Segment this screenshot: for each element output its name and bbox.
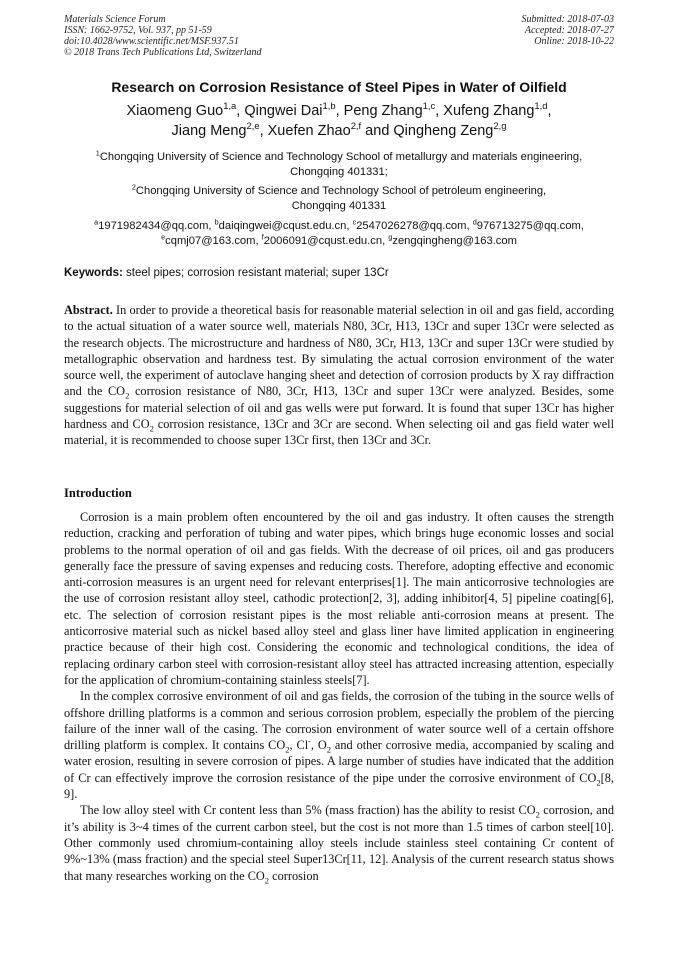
online-date: Online: 2018-10-22 xyxy=(534,36,614,47)
email-link[interactable]: cqmj07@163.com xyxy=(165,235,256,247)
doi-line[interactable]: doi:10.4028/www.scientific.net/MSF.937.51 xyxy=(64,36,239,47)
email-link[interactable]: 1971982434@qq.com xyxy=(98,220,209,232)
author: Jiang Meng$^{2,e}$ xyxy=(171,120,260,139)
journal-header-right xyxy=(522,14,615,47)
email-list: $^a$1971982434@qq.com, $^b$daiqingwei@cqust.edu.cn, $^c$2547026278@qq.com, $^d$976713275@qq.com, $^e$cqmj07@163.com, $^f$2006091@cqust.edu.cn, $^g$zengqingheng@163.com xyxy=(94,217,584,247)
author: Xufeng Zhang$^{1,d}$ xyxy=(443,100,548,119)
introduction-body xyxy=(64,509,614,884)
author: Xuefen Zhao$^{2,f}$ xyxy=(267,120,362,139)
section-heading-introduction: Introduction xyxy=(64,486,132,500)
keywords-label: Keywords: xyxy=(64,267,123,279)
journal-name: Materials Science Forum xyxy=(64,14,166,25)
author: Qingheng Zeng$^{2,g}$ xyxy=(393,120,507,139)
abstract: Abstract. In order to provide a theoretical basis for reasonable material selection in oil and gas field, according to the actual situation of a water source well, materials N80, 3Cr, H13, 13Cr and super 13Cr were selected as the research objects. The microstructure and hardness of N80, 3Cr, H13, 13Cr and super 13Cr were studied by metallographic observation and hardness test. By simulating the actual corrosion environment of the water source well, the experiment of autoclave hanging sheet and detection of corrosion products by X ray diffraction and the $CO_2$ corrosion resistance of N80, 3Cr, H13, 13Cr and super 13Cr were analyzed. Besides, some suggestions for material selection of oil and gas wells were put forward. It is found that super 13Cr has higher hardness and $CO_2$ corrosion resistance, 13Cr and 3Cr are second. When selecting oil and gas field water well material, it is recommended to choose super 13Cr first, then 13Cr and 3Cr. xyxy=(64,303,614,448)
email-link[interactable]: daiqingwei@cqust.edu.cn xyxy=(218,220,347,232)
abstract-label: Abstract. xyxy=(64,303,113,317)
affiliation-2: $^2$Chongqing University of Science and Technology School of petroleum engineering, Chongqing 401331 xyxy=(131,182,547,212)
keywords-line xyxy=(64,267,624,279)
submitted-date: Submitted: 2018-07-03 xyxy=(521,14,614,25)
journal-header-left xyxy=(64,14,262,58)
copyright-line: © 2018 Trans Tech Publications Ltd, Switzerland xyxy=(64,47,262,58)
keywords-text: steel pipes; corrosion resistant material; super 13Cr xyxy=(126,267,389,279)
email-link[interactable]: zengqingheng@163.com xyxy=(392,235,517,247)
author: Qingwei Dai$^{1,b}$ xyxy=(244,100,336,119)
email-link[interactable]: 976713275@qq.com xyxy=(476,220,581,232)
author: Xiaomeng Guo$^{1,a}$ xyxy=(126,100,237,119)
accepted-date: Accepted: 2018-07-27 xyxy=(524,25,614,36)
author: Peng Zhang$^{1,c}$ xyxy=(343,100,436,119)
author-list: Xiaomeng Guo$^{1,a}$, Qingwei Dai$^{1,b}$, Peng Zhang$^{1,c}$, Xufeng Zhang$^{1,d}$, Jiang Meng$^{2,e}$, Xuefen Zhao$^{2,f}$ and Qingheng Zeng$^{2,g}$ xyxy=(126,100,552,139)
paragraph: In the complex corrosive environment of oil and gas fields, the corrosion of the tubing in the source wells of offshore drilling platforms is a common and serious corrosion problem, especially the problem of the piercing failure of the inner wall of the casing. The corrosion environment of water source well of a certain offshore drilling platform is complex. It contains $CO_2$, Cl-, $O_2$ and other corrosive media, accompanied by scaling and water erosion, resulting in severe corrosion of pipes. A large number of studies have indicated that the addition of Cr can effectively improve the corrosion resistance of the pipe under the corrosive environment of $CO_2[8$, 9]. xyxy=(64,689,614,802)
issn-line: ISSN: 1662-9752, Vol. 937, pp 51-59 xyxy=(64,25,212,36)
email-link[interactable]: 2547026278@qq.com xyxy=(356,220,467,232)
affiliation-1: $^1$Chongqing University of Science and Technology School of metallurgy and materials engineering, Chongqing 401331; xyxy=(95,148,583,178)
paragraph: The low alloy steel with Cr content less than 5% (mass fraction) has the ability to resist $CO_2$ corrosion, and it’s ability is 3~4 times of the current carbon steel, but the cost is not more than 1.5 times of carbon steel[10]. Other commonly used chromium-containing alloy steels include stainless steel containing Cr content of 9%~13% (mass fraction) and the special steel Super13Cr[11, 12]. Analysis of the current research status shows that many researches working on the $CO_2$ corrosion xyxy=(64,803,614,885)
email-link[interactable]: 2006091@cqust.edu.cn xyxy=(263,235,383,247)
paper-title: Research on Corrosion Resistance of Steel Pipes in Water of Oilfield xyxy=(111,79,567,95)
paragraph: Corrosion is a main problem often encountered by the oil and gas industry. It often causes the strength reduction, cracking and perforation of tubing and water pipes, which brings huge economic losses and social problems to the normal operation of oil and gas fields. With the decrease of oil prices, oil and gas producers generally face the pressure of saving expenses and reducing costs. Therefore, adopting effective and economic anti-corrosion measures is an urgent need for relevant enterprises[1]. The main anticorrosive technologies are the use of corrosion resistant alloy steel, cathodic protection[2, 3], adding inhibitor[4, 5] pipeline coating[6], etc. The selection of corrosion resistant pipes is the most reliable anti-corrosion means at present. The anticorrosive material such as nickel based alloy steel and glass liner have limited application in engineering practice because of their high cost. Considering the economic and technological conditions, the idea of replacing ordinary carbon steel with corrosion-resistant alloy steel has attracted increasing attention, especially for the application of chromium-containing stainless steels[7]. xyxy=(64,510,614,687)
